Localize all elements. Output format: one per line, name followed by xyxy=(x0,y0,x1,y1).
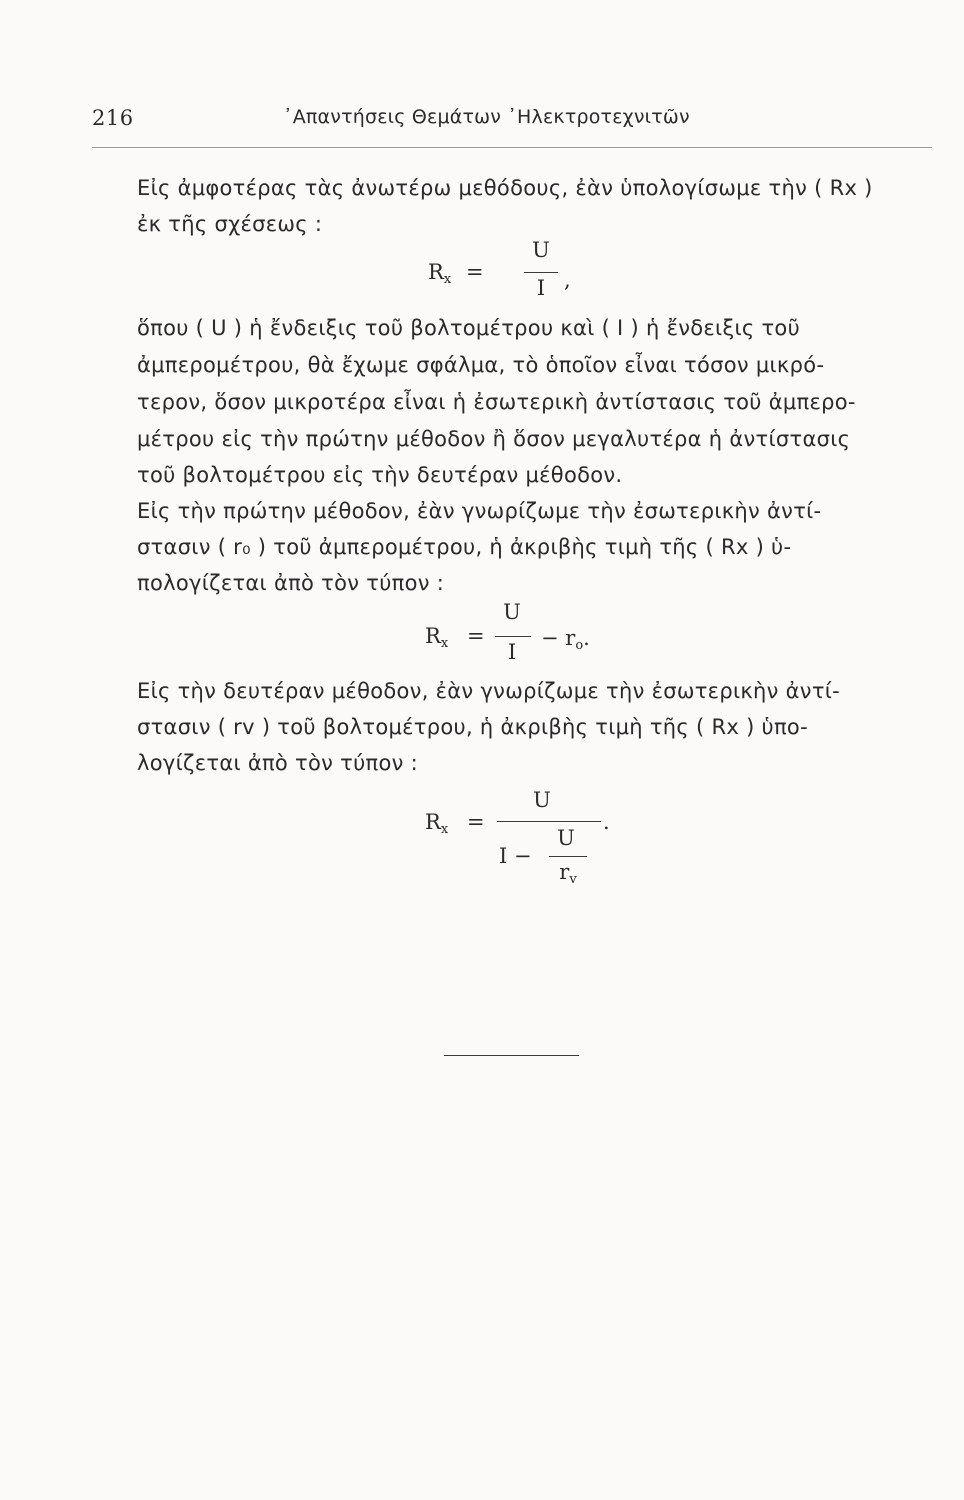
formula-tail-subscript: o xyxy=(575,638,584,653)
formula-tail: − r xyxy=(541,626,576,650)
text-line: Εἰς τὴν δευτέραν μέθοδον, ἐὰν γνωρίζωμε τὴν ἐσωτερικὴν ἀντί- xyxy=(137,679,841,703)
text-line: ἐκ τῆς σχέσεως : xyxy=(137,212,323,236)
text-line: ὅπου ( U ) ἡ ἔνδειξις τοῦ βολτομέτρου καὶ ( I ) ἡ ἔνδειξις τοῦ xyxy=(137,316,801,340)
text-line: μέτρου εἰς τὴν πρώτην μέθοδον ἢ ὅσον μεγαλυτέρα ἡ ἀντίστασις xyxy=(137,427,851,451)
text-line: πολογίζεται ἀπὸ τὸν τύπον : xyxy=(137,571,445,595)
equals-sign: = xyxy=(467,624,485,648)
formula-lhs-subscript: x xyxy=(440,636,449,651)
formula-rx-u-over-i-minus-ro xyxy=(425,600,645,670)
text-line: Εἰς ἀμφοτέρας τὰς ἀνωτέρω μεθόδους, ἐὰν ὑπολογίσωμε τὴν ( Rx ) xyxy=(137,176,873,200)
text-line: Εἰς τὴν πρώτην μέθοδον, ἐὰν γνωρίζωμε τὴν ἐσωτερικὴν ἀντί- xyxy=(137,499,822,523)
fraction-bar xyxy=(524,272,558,273)
page-number: 216 xyxy=(92,106,134,130)
formula-tail: , xyxy=(564,268,571,292)
inner-denominator: r xyxy=(559,860,570,884)
running-title: ᾿Απαντήσεις Θεμάτων ᾿Ηλεκτροτεχνιτῶν xyxy=(283,106,690,128)
formula-lhs: R xyxy=(428,260,444,284)
text-line: στασιν ( rv ) τοῦ βολτομέτρου, ἡ ἀκριβὴς τιμὴ τῆς ( Rx ) ὑπο- xyxy=(137,715,808,739)
text-line: τερον, ὅσον μικροτέρα εἶναι ἡ ἐσωτερικὴ ἀντίστασις τοῦ ἀμπερο- xyxy=(137,390,856,414)
formula-rx-u-over-i-minus-u-over-rv xyxy=(425,788,645,898)
equals-sign: = xyxy=(467,810,485,834)
end-rule xyxy=(444,1055,579,1056)
formula-lhs-subscript: x xyxy=(443,272,452,287)
numerator: U xyxy=(503,600,521,624)
inner-fraction-bar xyxy=(549,856,587,857)
numerator: U xyxy=(533,788,551,812)
inner-numerator: U xyxy=(557,826,575,850)
formula-rx-u-over-i xyxy=(428,238,608,308)
formula-tail-end: . xyxy=(583,626,590,650)
text-line: στασιν ( r₀ ) τοῦ ἀμπερομέτρου, ἡ ἀκριβὴς τιμὴ τῆς ( Rx ) ὑ- xyxy=(137,535,792,559)
inner-denominator-subscript: v xyxy=(569,872,577,887)
formula-tail: . xyxy=(603,810,610,834)
formula-lhs: R xyxy=(425,624,441,648)
header-rule xyxy=(92,147,932,148)
fraction-bar xyxy=(495,636,531,637)
denominator: I xyxy=(507,640,517,664)
main-fraction-bar xyxy=(497,821,601,822)
denominator: I xyxy=(536,276,546,300)
formula-lhs: R xyxy=(425,810,441,834)
equals-sign: = xyxy=(466,260,484,284)
formula-lhs-subscript: x xyxy=(440,822,449,837)
text-line: λογίζεται ἀπὸ τὸν τύπον : xyxy=(137,751,419,775)
denominator-left: I − xyxy=(499,844,532,868)
numerator: U xyxy=(532,238,550,262)
text-line: ἀμπερομέτρου, θὰ ἔχωμε σφάλμα, τὸ ὁποῖον εἶναι τόσον μικρό- xyxy=(137,353,825,377)
text-line: τοῦ βολτομέτρου εἰς τὴν δευτέραν μέθοδον. xyxy=(137,463,623,487)
